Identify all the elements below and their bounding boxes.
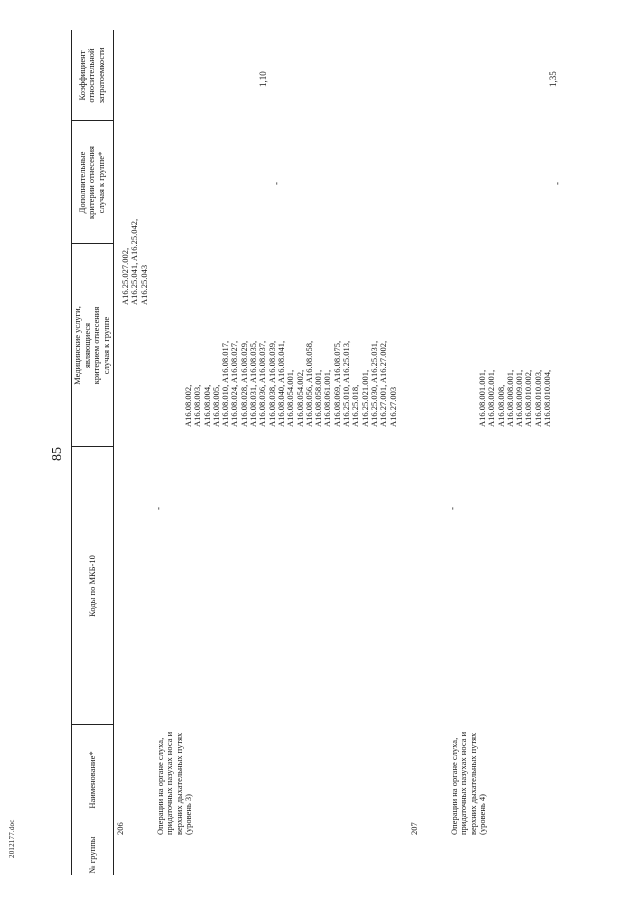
name-line: верхних дыхательных путях <box>173 732 184 835</box>
service-code: A16.08.028, A16.08.029, <box>238 340 249 427</box>
service-code: A16.25.043 <box>138 264 149 305</box>
service-code: A16.08.003, <box>192 384 203 427</box>
service-code: A16.08.024, A16.08.027, <box>229 340 240 427</box>
name-line: (уровень 3) <box>182 794 193 835</box>
service-code: A16.25.021.001, <box>359 369 370 427</box>
name-line: (уровень 4) <box>476 794 487 835</box>
name-line: Операции на органе слуха, <box>449 737 459 835</box>
service-code: A16.08.040, A16.08.041, <box>275 340 286 427</box>
service-code: A16.25.010, A16.25.013, <box>341 340 352 427</box>
service-code: A16.08.008, <box>495 384 506 427</box>
header-bottom-rule <box>113 30 114 875</box>
row-206-name <box>156 732 193 835</box>
service-code: A16.25.030, A16.25.031, <box>368 340 379 427</box>
page-number: 85 <box>50 447 65 461</box>
service-code: A16.08.002.001, <box>486 369 497 427</box>
header-extra-criteria: Дополнительные критерии отнесения случая к группе* <box>76 146 106 219</box>
rotated-table <box>71 30 561 875</box>
service-code: A16.25.018, <box>350 384 361 427</box>
service-code: A16.08.061.001, <box>322 369 333 427</box>
service-code: A16.08.010.004, <box>542 369 553 427</box>
service-code: A16.08.058.001, <box>313 369 324 427</box>
service-code: A16.08.010.002, <box>523 369 534 427</box>
service-code: A16.08.069, A16.08.075, <box>331 340 342 427</box>
header-group-no: № группы <box>87 836 98 874</box>
header-services: Медицинские услуги, являющиеся критерием отнесения случая к группе <box>72 306 111 385</box>
row-207-extra-criteria: - <box>552 182 562 185</box>
name-line: верхних дыхательных путях <box>467 732 478 835</box>
service-code: A16.08.009.001, <box>514 369 525 427</box>
service-code: A16.08.036, A16.08.037, <box>257 340 268 427</box>
row-207-icd-codes: - <box>447 507 457 510</box>
header-coefficient: Коэффициент относительной затратоемкости <box>76 47 106 104</box>
service-code: A16.08.004, <box>201 384 212 427</box>
row-206-icd-codes: - <box>153 507 163 510</box>
service-code: A16.08.038, A16.08.039, <box>266 340 277 427</box>
service-code: A16.25.041, A16.25.042, <box>129 218 140 305</box>
service-code: A16.08.001.001, <box>477 369 487 427</box>
name-line: придаточных пазухах носа и <box>458 731 469 835</box>
service-code: A16.08.054.002, <box>294 369 305 427</box>
service-code: A16.08.056, A16.08.058, <box>303 340 314 427</box>
service-code: A16.08.005, <box>210 384 221 427</box>
row-207-name <box>450 732 487 835</box>
header-icd-codes: Коды по МКБ-10 <box>87 555 98 617</box>
row-207-coefficient: 1,35 <box>548 71 558 87</box>
row-207-services <box>478 370 552 427</box>
row-206-services <box>184 341 398 427</box>
row-206-group-no: 206 <box>115 822 125 835</box>
service-code: A16.08.054.001, <box>285 369 296 427</box>
service-code: A16.08.031, A16.08.035, <box>248 340 259 427</box>
service-code: A16.08.008.001, <box>504 369 515 427</box>
row-207-group-no: 207 <box>409 822 419 835</box>
name-line: Операции на органе слуха, <box>155 737 165 835</box>
name-line: придаточных пазухах носа и <box>164 731 175 835</box>
document-file-code: 2012177.doc <box>8 819 16 858</box>
header-name: Наименование* <box>87 751 98 809</box>
service-code: A16.08.002, <box>183 384 193 427</box>
service-code: A16.27.001, A16.27.002, <box>378 340 389 427</box>
service-code: A16.08.010.003, <box>532 369 543 427</box>
service-code: A16.08.010, A16.08.017, <box>220 340 231 427</box>
continuation-services <box>121 219 149 305</box>
service-code: A16.25.027.002, <box>120 247 130 305</box>
service-code: A16.27.003 <box>387 386 398 427</box>
row-206-extra-criteria: - <box>271 182 281 185</box>
row-206-coefficient: 1,10 <box>258 71 268 87</box>
